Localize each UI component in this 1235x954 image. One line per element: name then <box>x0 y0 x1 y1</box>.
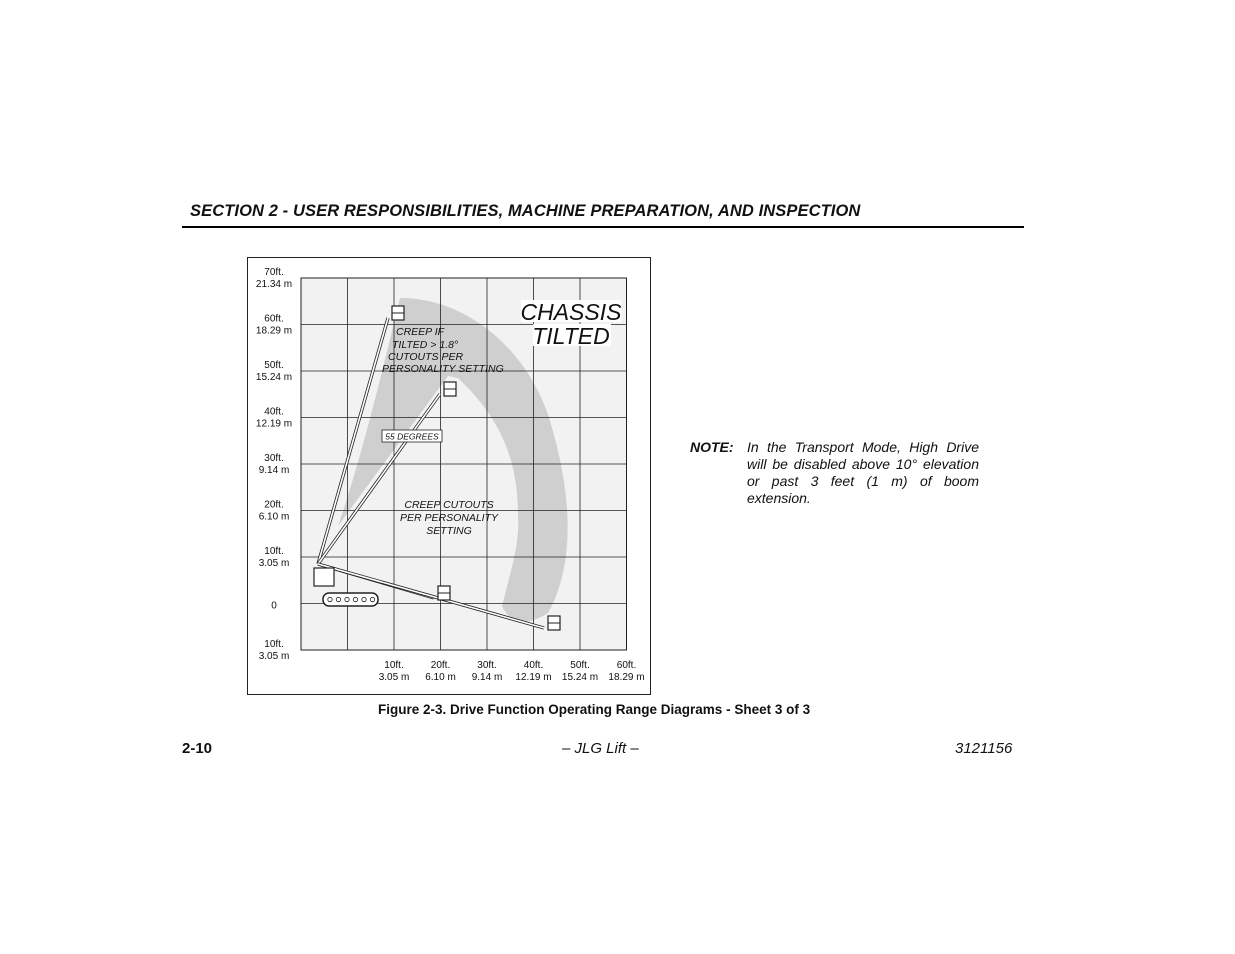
creep-callout-line1: CREEP IF <box>396 326 445 338</box>
x-axis-label-ft: 50ft. <box>570 660 590 671</box>
x-axis-label-ft: 60ft. <box>616 660 637 671</box>
track-wheel <box>345 597 349 601</box>
y-axis-label-m: 3.05 m <box>258 651 290 662</box>
y-axis-label-m: 9.14 m <box>258 465 290 476</box>
y-axis-label-m: 15.24 m <box>255 372 293 383</box>
y-axis-label-ft: 10ft. <box>264 546 284 557</box>
x-axis-label-ft: 20ft. <box>430 660 451 671</box>
track-wheel <box>328 597 332 601</box>
y-axis-label-ft: 60ft. <box>264 313 284 325</box>
track-wheel <box>336 597 340 601</box>
y-axis-label-ft: 10ft. <box>264 639 284 650</box>
x-axis-label-m: 18.29 m <box>608 672 645 683</box>
creep-cutouts-callout: PER PERSONALITY <box>399 512 499 524</box>
track-wheel <box>370 597 374 601</box>
x-axis-label-ft: 30ft. <box>477 660 497 671</box>
x-axis-label-m: 12.19 m <box>515 672 552 683</box>
x-axis-label-m: 9.14 m <box>471 672 503 683</box>
y-axis-label-m: 21.34 m <box>255 279 293 290</box>
header-rule <box>182 226 1024 228</box>
x-axis-label-m: 15.24 m <box>561 672 599 683</box>
x-axis-label-ft: 40ft. <box>523 660 544 671</box>
chassis-title-line2: TILTED <box>532 323 610 349</box>
y-axis-label-ft: 30ft. <box>264 453 284 464</box>
figure-caption: Figure 2-3. Drive Function Operating Range Diagrams - Sheet 3 of 3 <box>378 702 811 717</box>
machine-turntable <box>314 568 334 586</box>
figure-frame <box>247 257 651 695</box>
y-axis-label-ft: 40ft. <box>264 406 284 418</box>
track-wheel <box>362 597 366 601</box>
y-axis-label-ft: 50ft. <box>264 360 284 371</box>
y-axis-label-m: 12.19 m <box>255 418 293 430</box>
y-axis-label-m: 18.29 m <box>255 325 293 337</box>
track-wheel <box>353 597 357 601</box>
note-text: In the Transport Mode, High Drive will be disabled above 10° elevation or past 3 feet (1 m) of boom extension. <box>747 439 979 506</box>
creep-callout-line4: PERSONALITY SETTING <box>382 363 504 375</box>
note-label: NOTE: <box>690 439 734 455</box>
chassis-title-line1: CHASSIS <box>520 299 622 325</box>
creep-callout-line2: TILTED > 1.8° <box>392 339 459 351</box>
x-axis-label-ft: 10ft. <box>384 660 404 671</box>
x-axis-label-m: 3.05 m <box>378 672 410 683</box>
y-axis-label-ft: 20ft. <box>264 499 284 511</box>
creep-cutouts-callout: SETTING <box>426 525 472 537</box>
y-axis-label-m: 3.05 m <box>258 558 290 569</box>
section-header: SECTION 2 - USER RESPONSIBILITIES, MACHINE PREPARATION, AND INSPECTION <box>190 202 861 220</box>
document-number: 3121156 <box>955 740 1013 757</box>
creep-callout-line3: CUTOUTS PER <box>388 351 464 363</box>
page-number: 2-10 <box>182 740 213 757</box>
angle-label: 55 DEGREES <box>385 431 439 442</box>
footer-center: – JLG Lift – <box>562 740 639 757</box>
y-axis-label-ft: 70ft. <box>264 267 284 278</box>
x-axis-label-m: 6.10 m <box>425 672 456 683</box>
y-axis-label-ft: 0 <box>271 600 277 612</box>
operating-range-diagram <box>248 258 652 696</box>
y-axis-label-m: 6.10 m <box>258 511 290 523</box>
creep-cutouts-callout: CREEP CUTOUTS <box>404 499 494 511</box>
